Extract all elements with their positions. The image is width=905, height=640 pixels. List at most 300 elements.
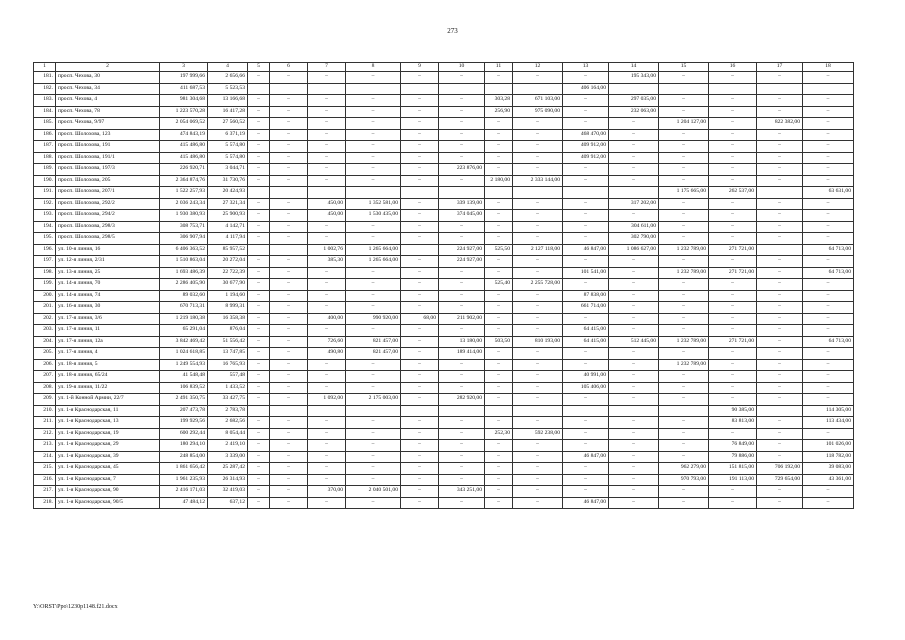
address-cell: ул. 19-я линия, 11/22 [56, 382, 160, 394]
value-cell: – [401, 428, 439, 440]
value-cell: 64 713,00 [803, 244, 854, 256]
value-cell: 63 631,00 [803, 187, 854, 199]
value-cell: – [757, 233, 803, 245]
value-cell: – [439, 141, 485, 153]
value-cell: – [757, 164, 803, 176]
address-cell: ул. 18-я линия, 65/24 [56, 371, 160, 383]
value-cell: – [563, 256, 609, 268]
value-cell: – [346, 279, 401, 291]
address-cell: ул. 12-я линия, 2/31 [56, 256, 160, 268]
value-cell: – [439, 129, 485, 141]
value-cell: 5 574,80 [208, 141, 248, 153]
value-cell: 20 424,93 [208, 187, 248, 199]
value-cell: – [439, 382, 485, 394]
value-cell [757, 83, 803, 95]
value-cell: – [401, 129, 439, 141]
value-cell: 16 358,38 [208, 313, 248, 325]
value-cell: – [439, 325, 485, 337]
address-cell: просп. Чехова, 4 [56, 95, 160, 107]
value-cell: – [401, 233, 439, 245]
value-cell: – [803, 95, 854, 107]
value-cell: – [401, 141, 439, 153]
address-cell: просп. Шолохова, 197/3 [56, 164, 160, 176]
value-cell: – [346, 497, 401, 509]
table-row [34, 313, 854, 325]
value-cell: – [308, 152, 346, 164]
value-cell: 195 343,00 [609, 72, 659, 84]
value-cell: 101 026,00 [803, 440, 854, 452]
value-cell [513, 187, 563, 199]
table-row [34, 187, 854, 199]
value-cell: 990 920,00 [346, 313, 401, 325]
row-index-cell: 194. [34, 221, 56, 233]
value-cell: – [803, 313, 854, 325]
table-row [34, 382, 854, 394]
value-cell: – [308, 440, 346, 452]
value-cell: – [248, 72, 270, 84]
value-cell: – [659, 486, 709, 498]
value-cell: 262 537,00 [709, 187, 757, 199]
value-cell: – [270, 256, 308, 268]
value-cell: – [659, 382, 709, 394]
value-cell: – [248, 336, 270, 348]
value-cell: – [803, 129, 854, 141]
value-cell: – [401, 486, 439, 498]
table-row [34, 106, 854, 118]
value-cell: 1 232 789,00 [659, 244, 709, 256]
column-number-row [34, 63, 854, 72]
value-cell [609, 405, 659, 417]
value-cell: – [757, 95, 803, 107]
table-row [34, 497, 854, 509]
value-cell: – [308, 164, 346, 176]
row-index-cell: 182. [34, 83, 56, 95]
value-cell [248, 244, 270, 256]
table-row [34, 290, 854, 302]
value-cell: – [609, 313, 659, 325]
value-cell: 20 272,04 [208, 256, 248, 268]
address-cell: просп. Шолохова, 292/2 [56, 198, 160, 210]
value-cell: 981 304,68 [160, 95, 208, 107]
address-cell: ул. 17-я линия, 11 [56, 325, 160, 337]
value-cell: – [709, 325, 757, 337]
row-index-cell: 212. [34, 428, 56, 440]
row-index-cell: 189. [34, 164, 56, 176]
value-cell: – [248, 221, 270, 233]
value-cell: – [609, 267, 659, 279]
value-cell: 64 713,00 [803, 336, 854, 348]
address-cell: просп. Чехова, 30 [56, 72, 160, 84]
value-cell: 113 434,00 [803, 417, 854, 429]
value-cell: – [659, 95, 709, 107]
value-cell: – [248, 486, 270, 498]
value-cell: – [346, 325, 401, 337]
value-cell: – [401, 256, 439, 268]
value-cell: 450,00 [308, 210, 346, 222]
value-cell: 27 321,34 [208, 198, 248, 210]
value-cell [270, 244, 308, 256]
value-cell [308, 83, 346, 95]
row-index-cell: 206. [34, 359, 56, 371]
row-index-cell: 200. [34, 290, 56, 302]
value-cell: – [513, 256, 563, 268]
value-cell: 822 382,00 [757, 118, 803, 130]
value-cell: – [308, 359, 346, 371]
row-index-cell: 209. [34, 394, 56, 406]
row-index-cell: 192. [34, 198, 56, 210]
value-cell: – [563, 164, 609, 176]
value-cell: 3 842 469,42 [160, 336, 208, 348]
value-cell: – [757, 290, 803, 302]
value-cell: – [439, 497, 485, 509]
address-cell: ул. 1-я Краснодарская, 29 [56, 440, 160, 452]
value-cell: 65 291,04 [160, 325, 208, 337]
value-cell: – [248, 129, 270, 141]
row-index-cell: 215. [34, 463, 56, 475]
value-cell: – [709, 256, 757, 268]
value-cell: 1 930 380,93 [160, 210, 208, 222]
value-cell: – [563, 95, 609, 107]
row-index-cell: 186. [34, 129, 56, 141]
value-cell: 2 255 728,00 [513, 279, 563, 291]
address-cell: ул. 16-я линия, 30 [56, 302, 160, 314]
value-cell: – [248, 267, 270, 279]
value-cell: – [346, 451, 401, 463]
value-cell: – [485, 198, 513, 210]
value-cell: – [563, 417, 609, 429]
value-cell: – [270, 428, 308, 440]
value-cell: – [346, 175, 401, 187]
value-cell: 271 721,00 [709, 244, 757, 256]
value-cell: – [709, 486, 757, 498]
table-row [34, 95, 854, 107]
value-cell: – [709, 95, 757, 107]
value-cell: 1 693 486,39 [160, 267, 208, 279]
value-cell: 1 861 656,42 [160, 463, 208, 475]
address-cell: просп. Шолохова, 298/3 [56, 221, 160, 233]
value-cell: – [757, 417, 803, 429]
value-cell: – [308, 118, 346, 130]
value-cell: 1 092,00 [308, 394, 346, 406]
value-cell: – [346, 152, 401, 164]
value-cell: 64 415,00 [563, 336, 609, 348]
value-cell: – [270, 95, 308, 107]
value-cell: – [346, 72, 401, 84]
value-cell: – [757, 141, 803, 153]
value-cell: 31 730,76 [208, 175, 248, 187]
column-number-4: 4 [208, 63, 248, 72]
value-cell: 191 113,00 [709, 474, 757, 486]
value-cell: – [270, 359, 308, 371]
value-cell: – [485, 313, 513, 325]
address-cell: ул. 1-я Краснодарская, 11 [56, 405, 160, 417]
value-cell: – [401, 290, 439, 302]
value-cell: 25 287,42 [208, 463, 248, 475]
value-cell: – [659, 325, 709, 337]
row-index-cell: 216. [34, 474, 56, 486]
value-cell: 33 427,75 [208, 394, 248, 406]
value-cell: 474 843,19 [160, 129, 208, 141]
value-cell: – [401, 359, 439, 371]
column-number-14: 14 [609, 63, 659, 72]
value-cell: 6 406 363,52 [160, 244, 208, 256]
value-cell: – [308, 463, 346, 475]
column-number-3: 3 [160, 63, 208, 72]
value-cell: – [308, 72, 346, 84]
value-cell: – [439, 440, 485, 452]
value-cell [659, 83, 709, 95]
value-cell: – [803, 256, 854, 268]
value-cell: 468 470,00 [563, 129, 609, 141]
value-cell: 821 457,00 [346, 336, 401, 348]
value-cell: – [270, 451, 308, 463]
value-cell: 962 279,00 [659, 463, 709, 475]
table-row [34, 279, 854, 291]
value-cell: 415 486,80 [160, 152, 208, 164]
row-index-cell: 207. [34, 371, 56, 383]
value-cell: – [270, 474, 308, 486]
value-cell: 729 654,00 [757, 474, 803, 486]
value-cell: – [709, 221, 757, 233]
value-cell: – [803, 175, 854, 187]
value-cell: – [439, 359, 485, 371]
value-cell: 1 522 257,93 [160, 187, 208, 199]
value-cell: – [346, 106, 401, 118]
value-cell: – [659, 152, 709, 164]
value-cell: 2 180,00 [485, 175, 513, 187]
value-cell: – [308, 106, 346, 118]
value-cell: – [513, 394, 563, 406]
value-cell: 51 556,42 [208, 336, 248, 348]
value-cell: – [563, 428, 609, 440]
value-cell: – [803, 198, 854, 210]
row-index-cell: 185. [34, 118, 56, 130]
row-index-cell: 205. [34, 348, 56, 360]
value-cell: 90 385,00 [709, 405, 757, 417]
value-cell: 41 548,48 [160, 371, 208, 383]
row-index-cell: 184. [34, 106, 56, 118]
value-cell: 22 722,39 [208, 267, 248, 279]
value-cell: 106 839,52 [160, 382, 208, 394]
value-cell: – [485, 129, 513, 141]
value-cell: – [401, 152, 439, 164]
value-cell: – [401, 463, 439, 475]
value-cell: – [270, 394, 308, 406]
value-cell: – [308, 382, 346, 394]
value-cell: – [270, 290, 308, 302]
value-cell: – [401, 198, 439, 210]
value-cell [346, 405, 401, 417]
value-cell: 670 713,31 [160, 302, 208, 314]
value-cell: 1 194,60 [208, 290, 248, 302]
row-index-cell: 181. [34, 72, 56, 84]
value-cell: – [401, 474, 439, 486]
value-cell: 16 417,28 [208, 106, 248, 118]
value-cell: – [563, 440, 609, 452]
value-cell: 8 054,44 [208, 428, 248, 440]
value-cell: – [803, 359, 854, 371]
value-cell: 706 192,00 [757, 463, 803, 475]
value-cell [485, 405, 513, 417]
value-cell: – [439, 474, 485, 486]
value-cell [270, 187, 308, 199]
value-cell: – [609, 428, 659, 440]
value-cell: – [401, 325, 439, 337]
value-cell: – [439, 371, 485, 383]
value-cell [401, 405, 439, 417]
value-cell: – [709, 233, 757, 245]
value-cell: – [513, 463, 563, 475]
value-cell: – [659, 175, 709, 187]
table-row [34, 371, 854, 383]
value-cell: – [485, 382, 513, 394]
value-cell: – [563, 106, 609, 118]
value-cell: – [439, 451, 485, 463]
value-cell: – [609, 129, 659, 141]
value-cell: – [439, 233, 485, 245]
value-cell: – [803, 325, 854, 337]
value-cell: – [659, 313, 709, 325]
address-cell: ул. 1-я Краснодарская, 7 [56, 474, 160, 486]
row-index-cell: 187. [34, 141, 56, 153]
value-cell [248, 187, 270, 199]
address-cell: ул. 13-я линия, 25 [56, 267, 160, 279]
value-cell: 671 103,00 [513, 95, 563, 107]
address-cell: просп. Чехова, 34 [56, 83, 160, 95]
value-cell: 87 838,00 [563, 290, 609, 302]
value-cell: 4 117,94 [208, 233, 248, 245]
value-cell: – [659, 428, 709, 440]
value-cell: – [401, 210, 439, 222]
value-cell: – [803, 152, 854, 164]
value-cell [439, 187, 485, 199]
value-cell: 308 753,71 [160, 221, 208, 233]
value-cell: 1 352 581,00 [346, 198, 401, 210]
value-cell: – [513, 221, 563, 233]
value-cell [709, 83, 757, 95]
data-table-container [33, 62, 853, 509]
value-cell: 1 024 618,85 [160, 348, 208, 360]
value-cell: – [563, 221, 609, 233]
value-cell: – [803, 72, 854, 84]
value-cell: – [803, 382, 854, 394]
value-cell: – [485, 233, 513, 245]
value-cell: – [401, 348, 439, 360]
value-cell: – [401, 336, 439, 348]
value-cell: – [609, 382, 659, 394]
value-cell: – [563, 198, 609, 210]
value-cell: – [757, 129, 803, 141]
value-cell: – [757, 279, 803, 291]
value-cell: – [485, 210, 513, 222]
value-cell: 592 238,00 [513, 428, 563, 440]
value-cell: – [439, 279, 485, 291]
address-cell: ул. 1-я Краснодарская, 19 [56, 428, 160, 440]
value-cell: 2 656,66 [208, 72, 248, 84]
column-number-18: 18 [803, 63, 854, 72]
value-cell: – [439, 152, 485, 164]
value-cell: 13 747,85 [208, 348, 248, 360]
value-cell: – [401, 371, 439, 383]
value-cell: 199 929,56 [160, 417, 208, 429]
value-cell: – [757, 210, 803, 222]
value-cell: – [485, 463, 513, 475]
value-cell: – [401, 279, 439, 291]
value-cell: – [709, 428, 757, 440]
value-cell: 374 045,00 [439, 210, 485, 222]
value-cell: – [563, 474, 609, 486]
address-cell: ул. 17-я линия, 4 [56, 348, 160, 360]
value-cell: – [659, 440, 709, 452]
value-cell: – [609, 359, 659, 371]
value-cell: – [709, 152, 757, 164]
value-cell: 40 991,00 [563, 371, 609, 383]
value-cell: – [609, 302, 659, 314]
value-cell: – [659, 451, 709, 463]
value-cell: – [709, 72, 757, 84]
value-cell: – [513, 233, 563, 245]
value-cell: – [248, 175, 270, 187]
table-row [34, 118, 854, 130]
address-cell: просп. Чехова, 78 [56, 106, 160, 118]
value-cell: – [757, 313, 803, 325]
value-cell: 1 223 570,28 [160, 106, 208, 118]
value-cell: – [485, 290, 513, 302]
value-cell: – [270, 152, 308, 164]
value-cell: – [401, 106, 439, 118]
value-cell: – [270, 302, 308, 314]
value-cell [757, 244, 803, 256]
address-cell: ул. 1-я Краснодарская, 45 [56, 463, 160, 475]
value-cell: – [513, 325, 563, 337]
value-cell: – [270, 348, 308, 360]
column-number-6: 6 [270, 63, 308, 72]
table-row [34, 417, 854, 429]
row-index-cell: 204. [34, 336, 56, 348]
value-cell: 105 406,00 [563, 382, 609, 394]
value-cell: – [757, 267, 803, 279]
value-cell: – [513, 486, 563, 498]
value-cell: 297 035,00 [609, 95, 659, 107]
value-cell: 118 782,00 [803, 451, 854, 463]
value-cell: – [513, 440, 563, 452]
value-cell [609, 83, 659, 95]
value-cell: – [563, 463, 609, 475]
value-cell: – [248, 290, 270, 302]
value-cell: 79 886,00 [709, 451, 757, 463]
value-cell: – [248, 463, 270, 475]
table-row [34, 210, 854, 222]
value-cell: – [803, 348, 854, 360]
value-cell: – [609, 118, 659, 130]
value-cell: 637,12 [208, 497, 248, 509]
value-cell: 2 333 144,00 [513, 175, 563, 187]
value-cell: 1 249 554,93 [160, 359, 208, 371]
value-cell: – [485, 325, 513, 337]
footer-file-path: Y:\ORST\Ppo\1230p1148.f21.docx [33, 604, 118, 610]
value-cell: 317 202,00 [609, 198, 659, 210]
column-number-11: 11 [485, 63, 513, 72]
table-row [34, 198, 854, 210]
value-cell: 180 294,10 [160, 440, 208, 452]
address-cell: просп. Шолохова, 123 [56, 129, 160, 141]
value-cell: – [563, 394, 609, 406]
value-cell: – [270, 210, 308, 222]
address-cell: ул. 14-я линия, 74 [56, 290, 160, 302]
value-cell: 2 682,56 [208, 417, 248, 429]
value-cell: – [308, 290, 346, 302]
value-cell: – [308, 141, 346, 153]
